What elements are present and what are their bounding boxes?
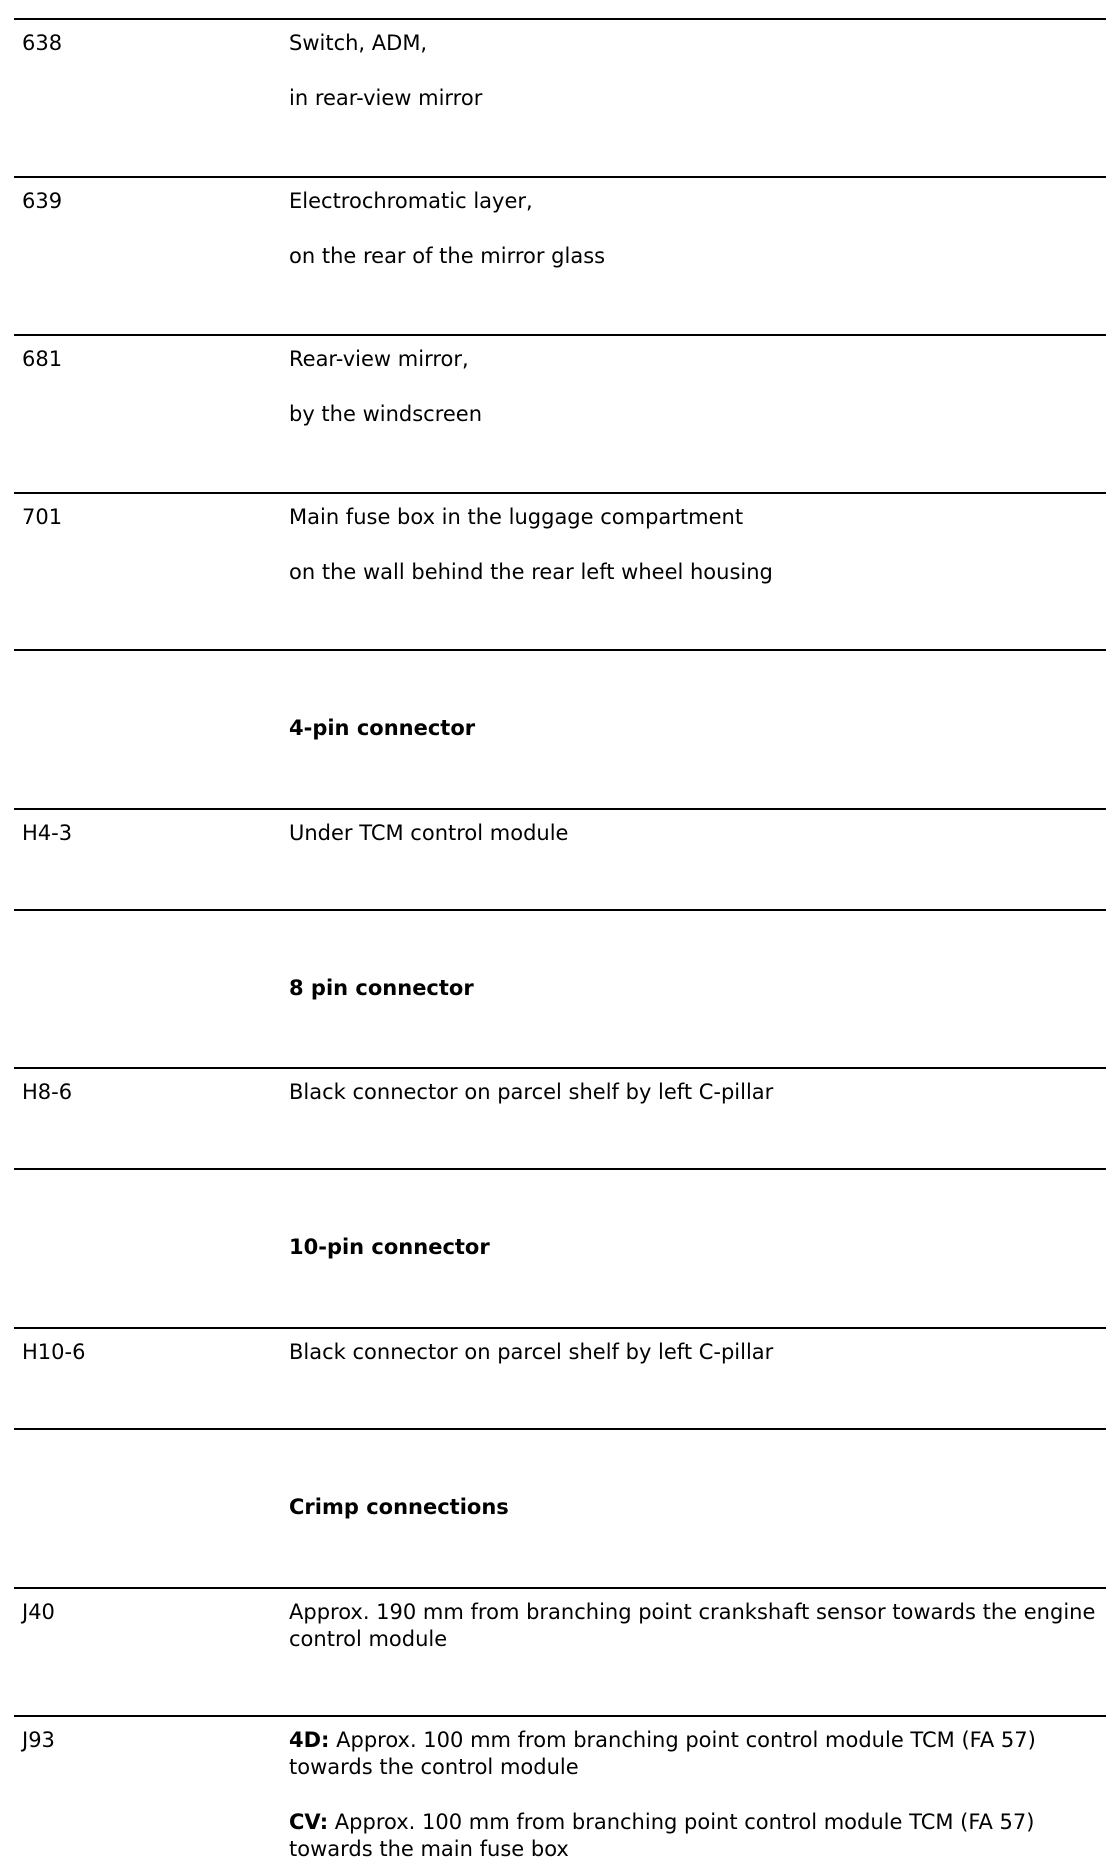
description-line: Under TCM control module <box>289 821 569 845</box>
variant-text: Approx. 100 mm from branching point control module TCM (FA 57) towards the control module <box>289 1728 1036 1779</box>
table-row <box>14 176 1106 334</box>
table-row <box>14 18 1106 176</box>
component-description <box>289 504 1099 586</box>
description-line: Rear-view mirror, <box>289 347 469 371</box>
section-heading: 4-pin connector <box>289 716 476 740</box>
description-line: Approx. 190 mm from branching point crankshaft sensor towards the engine control module <box>289 1600 1096 1651</box>
component-code: J40 <box>22 1600 55 1624</box>
table-row <box>14 1587 1106 1715</box>
component-code: H8-6 <box>22 1080 73 1104</box>
description-item <box>289 1727 1099 1781</box>
description-line: by the windscreen <box>289 402 483 426</box>
section-heading-row <box>14 1168 1106 1327</box>
component-description <box>289 346 1099 428</box>
component-description <box>289 30 1099 112</box>
variant-text: Approx. 100 mm from branching point control module TCM (FA 57) towards the main fuse box <box>289 1810 1035 1861</box>
description-line: Main fuse box in the luggage compartment <box>289 505 744 529</box>
variant-label: 4D: <box>289 1728 330 1752</box>
table-row <box>14 1067 1106 1168</box>
component-code: H4-3 <box>22 821 73 845</box>
component-description <box>289 1079 1099 1106</box>
description-line: Black connector on parcel shelf by left C-pillar <box>289 1340 774 1364</box>
description-line: in rear-view mirror <box>289 86 483 110</box>
section-heading: 10-pin connector <box>289 1235 490 1259</box>
component-description <box>289 1727 1099 1863</box>
component-description <box>289 188 1099 270</box>
section-heading-row <box>14 649 1106 808</box>
component-description <box>289 820 1099 847</box>
table-row <box>14 492 1106 649</box>
component-code: 639 <box>22 189 63 213</box>
component-code: J93 <box>22 1728 55 1752</box>
description-item <box>289 1809 1099 1863</box>
component-code: 701 <box>22 505 63 529</box>
section-heading: Crimp connections <box>289 1495 509 1519</box>
component-code: 638 <box>22 31 63 55</box>
table-row <box>14 334 1106 492</box>
variant-label: CV: <box>289 1810 329 1834</box>
table-row <box>14 808 1106 909</box>
section-heading: 8 pin connector <box>289 976 474 1000</box>
table-row <box>14 1327 1106 1428</box>
section-heading-row <box>14 909 1106 1067</box>
table-row <box>14 1715 1106 1860</box>
description-line: Black connector on parcel shelf by left C-pillar <box>289 1080 774 1104</box>
section-heading-row <box>14 1428 1106 1587</box>
component-description <box>289 1599 1099 1653</box>
component-code: 681 <box>22 347 63 371</box>
component-code: H10-6 <box>22 1340 86 1364</box>
component-description <box>289 1339 1099 1366</box>
description-line: on the wall behind the rear left wheel housing <box>289 560 773 584</box>
description-line: Switch, ADM, <box>289 31 428 55</box>
description-line: Electrochromatic layer, <box>289 189 533 213</box>
description-line: on the rear of the mirror glass <box>289 244 606 268</box>
